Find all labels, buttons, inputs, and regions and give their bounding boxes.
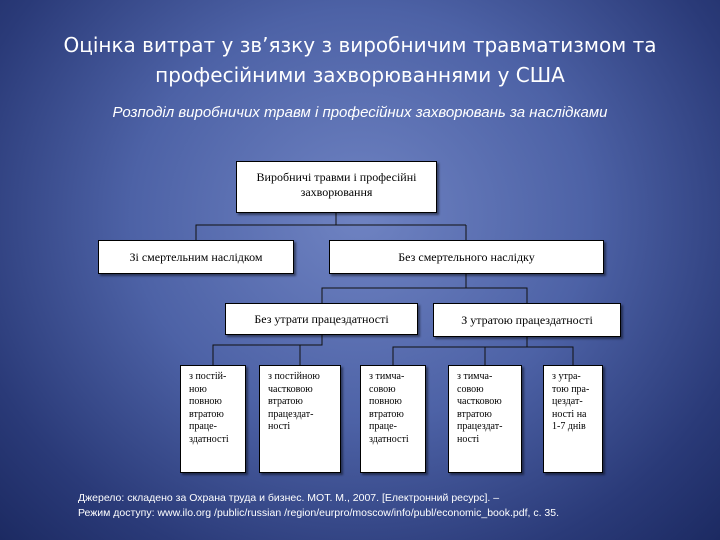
- leaf-short-loss: з утра- тою пра- цездат- ності на 1-7 днів: [543, 365, 603, 473]
- no-loss-node-label: Без утрати працездатності: [254, 312, 389, 326]
- connector-nonfatal-split: [322, 274, 466, 303]
- source-line-1: Джерело: складено за Охрана труда и бизнес. МОТ. М., 2007. [Електронний ресурс]. –: [78, 492, 500, 504]
- page-title: Оцінка витрат у зв’язку з виробничим травматизмом та професійними захворюваннями у США: [63, 33, 657, 87]
- root-node-label: Виробничі травми і професійні захворювання: [256, 170, 417, 199]
- source-note: [78, 491, 698, 521]
- connector-nonfatal-withloss: [466, 288, 527, 303]
- with-loss-node-label: З утратою працездатності: [461, 313, 593, 327]
- source-line-2: Режим доступу: www.ilo.org /public/russian /region/eurpro/moscow/info/publ/economic_book.pdf, c. 35.: [78, 507, 559, 519]
- nonfatal-node-label: Без смертельного наслідку: [398, 250, 535, 264]
- leaf-permanent-partial: з постійною частковою втратою працездат- ності: [259, 365, 341, 473]
- nonfatal-node: [329, 240, 604, 274]
- page-subtitle: Розподіл виробничих травм і професійних захворювань за наслідками: [112, 104, 608, 121]
- connector-withloss-split: [393, 337, 527, 365]
- no-loss-node: [225, 303, 418, 335]
- connector-noloss-leaf2: [300, 345, 322, 365]
- fatal-node-label: Зі смертельним наслідком: [129, 250, 263, 264]
- connector-noloss-split: [213, 335, 322, 365]
- with-loss-node: [433, 303, 621, 337]
- leaf-permanent-total: з постій- ною повною втратою праце- здатності: [180, 365, 246, 473]
- leaf-temporary-partial: з тимча- совою частковою втратою працездат- ності: [448, 365, 522, 473]
- fatal-node: [98, 240, 294, 274]
- root-node: [236, 161, 437, 213]
- connector-withloss-leaf5: [527, 347, 573, 365]
- leaf-temporary-total: з тимча- совою повною втратою праце- здатності: [360, 365, 426, 473]
- connector-root-split: [196, 213, 336, 240]
- connector-withloss-leaf4: [485, 347, 527, 365]
